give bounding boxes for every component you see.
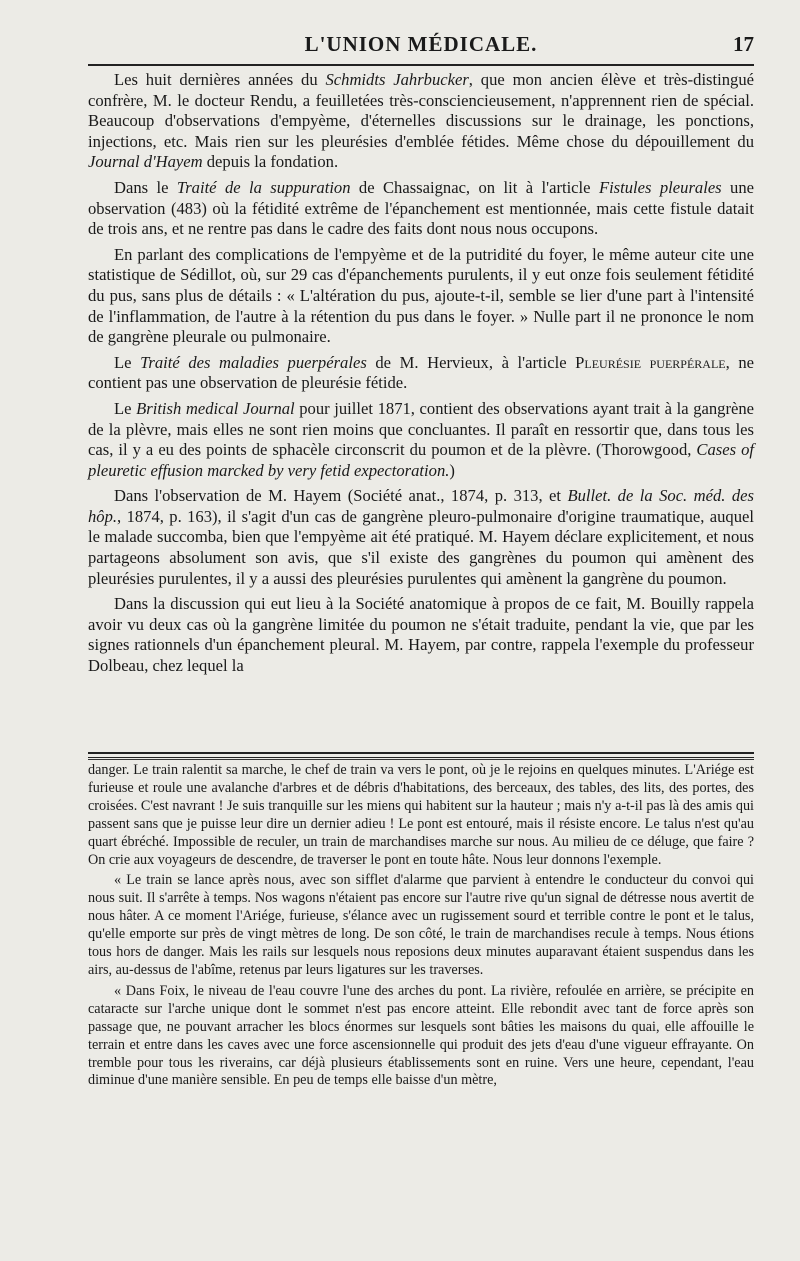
journal-title: Schmidts Jahrbucker	[325, 70, 469, 89]
header-rule	[88, 64, 754, 66]
text-run: Le	[114, 352, 141, 372]
paragraph-chassaignac	[88, 178, 754, 240]
text-run: Dans le	[114, 177, 177, 197]
paragraph-bouilly: Dans la discussion qui eut lieu à la Société anatomique à propos de ce fait, M. Bouilly rappela avoir vu deux cas où la gangrène limitée du poumon ne s'était traduite, pendant la vie, que par les signes rationnels d'un épanchement pleural. M. Hayem, par contre, rappela l'exemple du professeur Dolbeau, chez lequel la	[88, 594, 754, 676]
paragraph-schmidts	[88, 70, 754, 173]
article-title: Pleurésie puerpérale	[575, 352, 726, 372]
feuilleton-paragraph: « Dans Foix, le niveau de l'eau couvre l'une des arches du pont. La rivière, refoulée en arrière, se précipite en cataracte sur l'arche unique dont le sommet n'est pas encore atteint. Elle rebondit avec tant de force après son passage que, ne pouvant arracher les blocs énormes sur lesquels sont bâties les maisons du quai, elle affouille le terrain et entre dans les caves avec une force ascensionnelle qui produit des jets d'eau d'une vigueur effrayante. On tremble pour tous les riverains, car déjà plusieurs établissements sont en ruine. Vers une heure, cependant, l'eau diminue d'une manière sensible. En peu de temps elle baisse d'un mètre,	[88, 982, 754, 1089]
paragraph-hayem	[88, 486, 754, 589]
paragraph-sedillot: En parlant des complications de l'empyème et de la putridité du foyer, le même auteur cite une statistique de Sédillot, où, sur 29 cas d'épanchements purulents, il y eut onze fois seulement fétidité du pus, sans plus de détails : « L'altération du pus, ajoute-t-il, semble se lier d'une part à l'intensité de l'inflammation, de l'autre à la rétention du pus dans le foyer. » Nulle part il ne prononce le nom de gangrène pleurale ou pulmonaire.	[88, 244, 754, 347]
feuilleton-paragraph: danger. Le train ralentit sa marche, le chef de train va vers le pont, où je le rejoins en quelques minutes. L'Ariége est furieuse et roule une avalanche d'arbres et de débris d'habitations, des berceaux, des tables, des lits, des portes, des croisées. C'est navrant ! Je suis tranquille sur les miens qui habitent sur la hauteur ; mais n'y a-t-il pas là des amis qui passent sans que je puisse leur dire un dernier adieu ! Le pont est entouré, mais il résiste encore. Le talus n'est qu'au quart ébréché. Impossible de reculer, un train de marchandises marche sur nous. Au milieu de ce déluge, que faire ? On crie aux voyageurs de descendre, de traverser le pont en toute hâte. Nous leur donnons l'exemple.	[88, 762, 754, 868]
text-run: , que mon ancien élève et très-distingué confrère, M. le docteur Rendu, a feuilletées très-consciencieusement, n'apprennent rien de spécial. Beaucoup d'observations d'empyème, d'éternelles discussions sur le drainage, les ponctions, injections, etc. Mais rien sur les pleurésies d'emblée fétides. Même chose du dépouillement du	[88, 70, 754, 151]
journal-title: Bullet. de la Soc. méd. des hôp.	[88, 486, 754, 526]
book-title: Traité des maladies puerpérales	[140, 352, 367, 372]
article-title: Fistules pleurales	[598, 177, 722, 197]
text-run: , ne contient pas une observation de pleurésie fétide.	[88, 352, 755, 393]
paragraph-british-medical	[88, 399, 754, 481]
text-run: Le	[114, 398, 137, 418]
text-run: de M. Hervieux, à l'article	[366, 352, 576, 372]
text-run: , 1874, p. 163), il s'agit d'un cas de gangrène pleuro-pulmonaire d'origine traumatique, auquel le malade succomba, bien que l'empyème ait été pratiqué. M. Hayem déclare explicitement, et nous partageons absolument son avis, que s'il existe des gangrènes du poumon qui amènent des pleurésies purulentes, il y a aussi des pleurésies purulentes qui amènent la gangrène du poumon.	[88, 506, 754, 588]
text-run: depuis la fondation.	[202, 152, 339, 172]
page-number: 17	[733, 32, 754, 56]
text-run: de Chassaignac, on lit à l'article	[350, 177, 599, 197]
journal-title: British medical Journal	[136, 398, 295, 418]
paragraph-hervieux	[88, 353, 754, 394]
text-run: Dans l'observation de M. Hayem (Société anat., 1874, p. 313, et	[114, 486, 568, 506]
running-title: L'UNION MÉDICALE.	[304, 32, 538, 56]
citation-title: Cases of pleuretic effusion marcked by very fetid expectoration.	[88, 440, 754, 480]
feuilleton-paragraph: « Le train se lance après nous, avec son sifflet d'alarme que parvient à entendre le conducteur du convoi qui nous suit. Il s'arrête à temps. Nos wagons n'étaient pas encore sur l'autre rive qu'un signal de détresse nous avertit de nous hâter. A ce moment l'Ariége, furieuse, s'élance avec un rugissement sourd et terrible contre le pont et le talus, qu'elle emporte sur près de vingt mètres de long. De son côté, le train de marchandises recule à temps. Nous étions tous hors de danger. Mais les rails sur lesquels nous reposions deux minutes auparavant étaient suspendus dans les airs, au-dessus de l'abîme, retenus par leurs ligatures sur les traverses.	[88, 872, 754, 978]
text-run: )	[449, 460, 455, 480]
text-run: Les huit dernières années du	[114, 70, 326, 89]
text-run: pour juillet 1871, contient des observations ayant trait à la gangrène de la plèvre, mais elles ne sont rien moins que concluantes. Il paraît en ressortir que, dans tous les cas, il y a eu des points de sphacèle circonscrit du poumon et de la plèvre. (Thorowgood,	[88, 398, 755, 460]
journal-title: Journal d'Hayem	[88, 152, 203, 172]
feuilleton-rule-thin	[88, 759, 754, 760]
book-title: Traité de la suppuration	[176, 177, 351, 197]
feuilleton-column	[88, 762, 754, 1093]
text-run: une observation (483) où la fétidité extrême de l'épanchement est mentionnée, mais cette fistule datait de trois ans, et ne rentre pas dans le cadre des faits dont nous nous occupons.	[88, 177, 754, 239]
page-header	[88, 26, 754, 62]
feuilleton-rule	[88, 752, 754, 758]
main-column	[88, 70, 754, 682]
